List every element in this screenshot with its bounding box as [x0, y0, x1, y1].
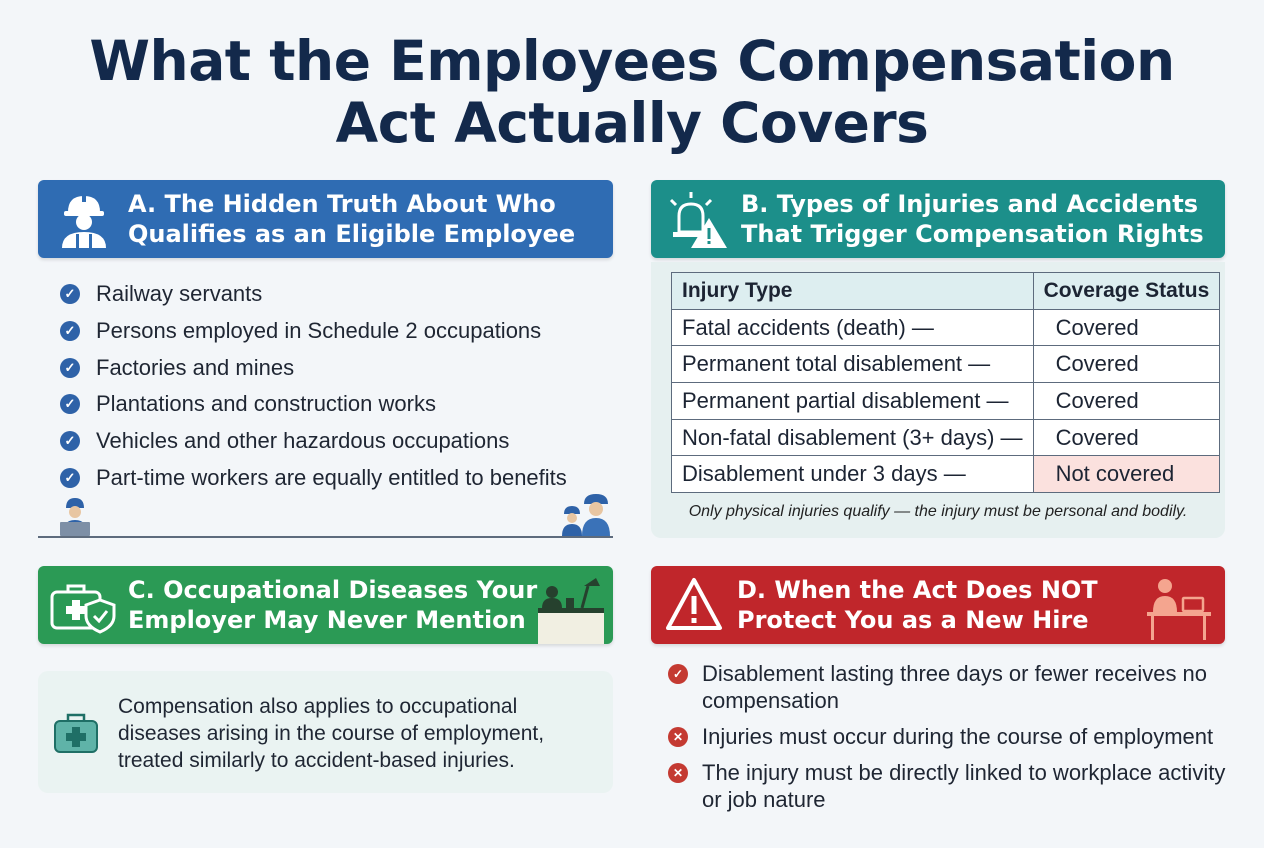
injury-type-cell: Non-fatal disablement (3+ days) — — [672, 419, 1034, 456]
list-item-text: Factories and mines — [96, 354, 295, 380]
table-header-row — [672, 273, 1220, 310]
check-icon: ✓ — [60, 468, 80, 488]
table-row — [672, 456, 1220, 493]
two-workers-icon — [560, 492, 614, 536]
injury-type-cell: Disablement under 3 days — — [672, 456, 1034, 493]
x-icon: ✕ — [668, 727, 688, 747]
list-item — [60, 276, 567, 313]
check-icon: ✓ — [60, 394, 80, 414]
check-icon: ✓ — [668, 664, 688, 684]
list-item — [60, 386, 567, 423]
check-icon: ✓ — [60, 284, 80, 304]
table-row — [672, 419, 1220, 456]
list-item — [60, 459, 567, 496]
section-d-header — [651, 566, 1225, 644]
list-item-text: Railway servants — [96, 281, 263, 307]
section-a-heading-line-1: A. The Hidden Truth About Who — [128, 190, 556, 218]
coverage-status-cell: Covered — [1033, 309, 1220, 346]
title-line-1: What the Employees Compensation — [89, 29, 1175, 93]
section-b-heading-line-1: B. Types of Injuries and Accidents — [741, 190, 1198, 218]
list-item-text: Injuries must occur during the course of employment — [702, 724, 1214, 749]
list-item — [668, 660, 1228, 714]
section-b-header — [651, 180, 1225, 258]
medical-kit-icon — [53, 712, 99, 754]
warning-triangle-icon — [665, 576, 723, 632]
check-icon: ✓ — [60, 321, 80, 341]
list-item — [60, 313, 567, 350]
not-protected-list — [668, 660, 1228, 822]
column-header-injury-type: Injury Type — [672, 273, 1034, 310]
injury-type-cell: Permanent partial disablement — — [672, 383, 1034, 420]
list-item-text: Part-time workers are equally entitled to benefits — [96, 464, 567, 490]
page-title — [0, 30, 1264, 154]
check-icon: ✓ — [60, 431, 80, 451]
injury-type-cell: Fatal accidents (death) — — [672, 309, 1034, 346]
desk-worker-icon — [536, 572, 608, 644]
section-c-header — [38, 566, 613, 644]
section-c-heading-line-1: C. Occupational Diseases Your — [128, 576, 538, 604]
worker-at-desk-icon — [1143, 572, 1215, 640]
section-a-heading-line-2: Qualifies as an Eligible Employee — [128, 220, 576, 248]
section-b-heading-line-2: That Trigger Compensation Rights — [741, 220, 1204, 248]
section-d-heading-line-1: D. When the Act Does NOT — [737, 576, 1098, 604]
list-item — [60, 349, 567, 386]
occupational-disease-text: Compensation also applies to occupational diseases arising in the course of employment, treated similarly to accident-based injuries. — [118, 695, 545, 772]
table-row — [672, 346, 1220, 383]
physical-injury-note: Only physical injuries qualify — the injury must be personal and bodily. — [688, 503, 1188, 520]
title-line-2: Act Actually Covers — [335, 91, 929, 155]
coverage-status-cell: Covered — [1033, 346, 1220, 383]
list-item — [668, 723, 1228, 750]
injury-coverage-table — [671, 272, 1220, 493]
list-item-text: Vehicles and other hazardous occupations — [96, 428, 510, 454]
list-item-text: The injury must be directly linked to workplace activity or job nature — [702, 760, 1226, 812]
section-c-heading-line-2: Employer May Never Mention — [128, 606, 526, 634]
check-icon: ✓ — [60, 358, 80, 378]
section-a-header — [38, 180, 613, 258]
eligible-employee-list — [60, 276, 567, 496]
coverage-status-cell: Not covered — [1033, 456, 1220, 493]
table-row — [672, 309, 1220, 346]
table-row — [672, 383, 1220, 420]
x-icon: ✕ — [668, 763, 688, 783]
list-item-text: Plantations and construction works — [96, 391, 436, 417]
worker-at-laptop-icon — [52, 496, 98, 536]
list-item — [668, 759, 1228, 813]
column-header-coverage-status: Coverage Status — [1033, 273, 1220, 310]
coverage-status-cell: Covered — [1033, 419, 1220, 456]
construction-worker-icon — [56, 190, 112, 250]
section-d-heading-line-2: Protect You as a New Hire — [737, 606, 1089, 634]
injury-type-cell: Permanent total disablement — — [672, 346, 1034, 383]
list-item-text: Disablement lasting three days or fewer receives no compensation — [702, 661, 1208, 713]
siren-warning-icon — [665, 190, 727, 250]
list-item — [60, 423, 567, 460]
list-item-text: Persons employed in Schedule 2 occupations — [96, 318, 542, 344]
medical-kit-shield-icon — [50, 578, 118, 634]
divider — [38, 536, 613, 538]
coverage-status-cell: Covered — [1033, 383, 1220, 420]
